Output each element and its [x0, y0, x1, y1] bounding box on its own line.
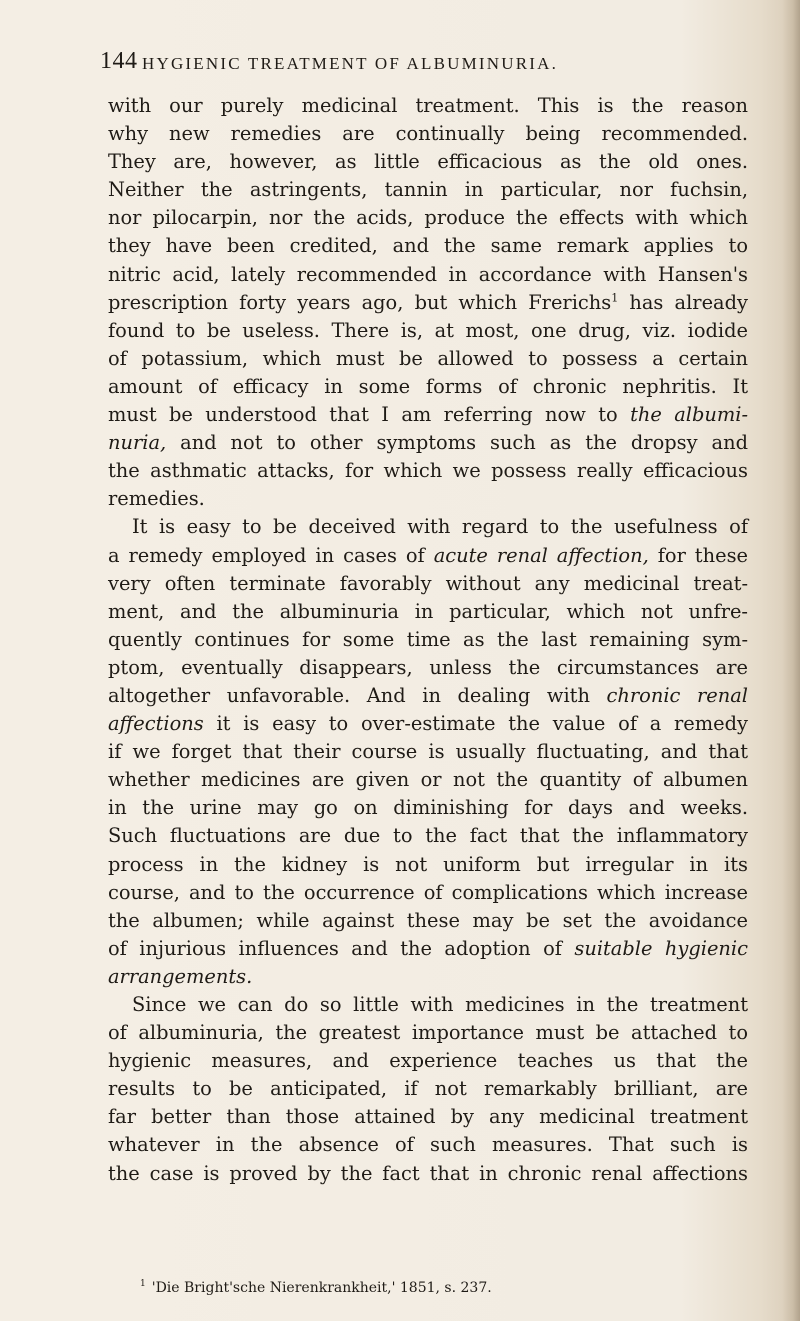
text-line: whatever in the absence of such measures. That such is — [108, 1133, 748, 1157]
italic-phrase: the albumi- — [630, 403, 748, 427]
text-line: course, and to the occurrence of complications which increase — [108, 880, 748, 904]
italic-phrase: acute renal affection, — [433, 543, 649, 567]
text-segment: prescription forty years ago, but which Frerichs — [108, 290, 612, 314]
footnote-text: 'Die Bright'sche Nierenkrankheit,' 1851, s. 237. — [151, 1280, 492, 1296]
text-line: amount of efficacy in some forms of chronic nephritis. It — [108, 374, 748, 398]
text-segment: it is easy to over-estimate the value of a remedy — [216, 712, 748, 736]
text-line — [108, 542, 748, 570]
running-head: HYGIENIC TREATMENT OF ALBUMINURIA. — [142, 54, 559, 73]
footnote-reference: 1 — [611, 291, 619, 305]
text-line — [108, 682, 748, 710]
text-line: Such fluctuations are due to the fact that the inflammatory — [108, 824, 748, 848]
text-line: ment, and the albuminuria in particular, which not unfre- — [108, 599, 748, 623]
footnote — [140, 1280, 700, 1296]
text-line: nitric acid, lately recommended in accordance with Hansen's — [108, 262, 748, 286]
text-line: in the urine may go on diminishing for days and weeks. — [108, 796, 748, 820]
text-segment: must be understood that I am referring now to — [108, 403, 618, 427]
text-line: process in the kidney is not uniform but irregular in its — [108, 852, 748, 876]
text-line: the asthmatic attacks, for which we possess really efficacious — [108, 459, 748, 483]
page-edge-shadow — [782, 0, 800, 1321]
text-line: Since we can do so little with medicines in the treatment — [132, 993, 748, 1016]
footnote-marker: 1 — [140, 1279, 146, 1290]
text-segment: a remedy employed in cases of — [108, 543, 425, 567]
text-line: They are, however, as little efficacious as the old ones. — [108, 150, 748, 174]
text-segment: and not to other symptoms such as the dropsy and — [180, 431, 748, 455]
text-line: ptom, eventually disappears, unless the circumstances are — [108, 655, 748, 679]
text-segment: has already — [629, 290, 748, 314]
text-line: if we forget that their course is usually fluctuating, and that — [108, 740, 748, 764]
text-line: far better than those attained by any medicinal treatment — [108, 1105, 748, 1129]
text-line: nor pilocarpin, nor the acids, produce the effects with which — [108, 206, 748, 230]
text-line: It is easy to be deceived with regard to the usefulness of — [132, 515, 748, 539]
text-line: with our purely medicinal treatment. This is the reason — [108, 94, 748, 117]
text-line — [108, 289, 748, 317]
text-segment: for these — [657, 543, 748, 567]
text-line: Neither the astringents, tannin in particular, nor fuchsin, — [108, 178, 748, 202]
text-line: of potassium, which must be allowed to possess a certain — [108, 346, 748, 370]
text-line: the case is proved by the fact that in chronic renal affections — [108, 1161, 748, 1185]
body-text — [108, 92, 748, 1188]
text-line: hygienic measures, and experience teaches us that the — [108, 1049, 748, 1073]
page-number: 144 — [100, 48, 138, 74]
text-line: remedies. — [108, 487, 205, 511]
text-line: why new remedies are continually being recommended. — [108, 122, 748, 146]
text-line — [108, 710, 748, 738]
italic-phrase: suitable hygienic — [574, 936, 748, 960]
italic-phrase: chronic renal — [606, 683, 748, 707]
text-line: the albumen; while against these may be set the avoidance — [108, 908, 748, 932]
text-line — [108, 963, 748, 991]
page-header — [100, 48, 720, 82]
italic-phrase: nuria, — [108, 431, 167, 455]
text-line: found to be useless. There is, at most, one drug, viz. iodide — [108, 318, 748, 342]
text-line: very often terminate favorably without any medicinal treat- — [108, 571, 748, 595]
text-line: quently continues for some time as the last remaining sym- — [108, 627, 748, 651]
text-line: results to be anticipated, if not remarkably brilliant, are — [108, 1077, 748, 1101]
text-line: they have been credited, and the same remark applies to — [108, 234, 748, 258]
text-line: whether medicines are given or not the quantity of albumen — [108, 768, 748, 792]
italic-phrase: affections — [108, 712, 204, 736]
text-segment: altogether unfavorable. And in dealing with — [108, 683, 590, 707]
text-line — [108, 429, 748, 457]
text-segment: of injurious influences and the adoption of — [108, 936, 562, 960]
italic-phrase: arrangements. — [108, 964, 253, 988]
text-line — [108, 401, 748, 429]
text-line: of albuminuria, the greatest importance must be attached to — [108, 1021, 748, 1045]
text-line — [108, 935, 748, 963]
